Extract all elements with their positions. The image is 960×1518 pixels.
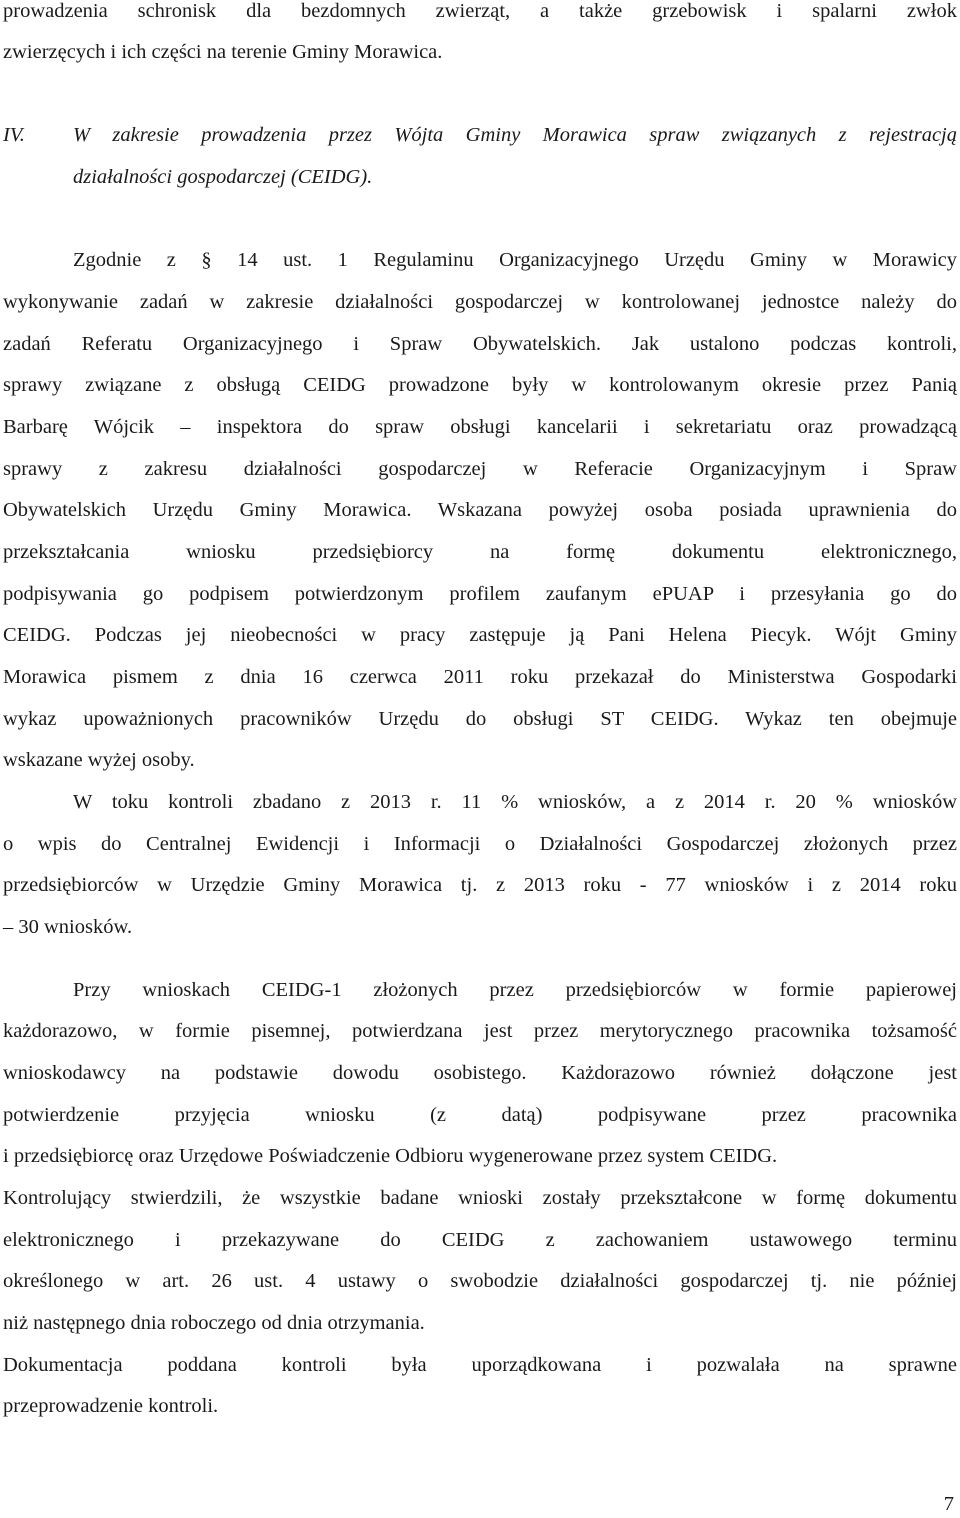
paragraph-line: Obywatelskich Urzędu Gminy Morawica. Wskazana powyżej osoba posiada uprawnienia do [3,499,957,521]
paragraph-line: W toku kontroli zbadano z 2013 r. 11 % wniosków, a z 2014 r. 20 % wniosków [73,791,957,813]
paragraph-line: przedsiębiorców w Urzędzie Gminy Morawica tj. z 2013 roku - 77 wniosków i z 2014 roku [3,874,957,896]
page-number: 7 [943,1493,954,1515]
paragraph-line: Barbarę Wójcik – inspektora do spraw obsługi kancelarii i sekretariatu oraz prowadzącą [3,416,957,438]
paragraph-line: przeprowadzenie kontroli. [3,1395,219,1417]
paragraph-line: potwierdzenie przyjęcia wniosku (z datą) podpisywane przez pracownika [3,1104,957,1126]
text-line: prowadzenia schronisk dla bezdomnych zwierząt, a także grzebowisk i spalarni zwłok [3,0,957,22]
paragraph-line: i przedsiębiorcę oraz Urzędowe Poświadczenie Odbioru wygenerowane przez system CEIDG. [3,1145,778,1167]
paragraph-line: Przy wnioskach CEIDG-1 złożonych przez przedsiębiorców w formie papierowej [73,979,957,1001]
paragraph-line: Dokumentacja poddana kontroli była uporządkowana i pozwalała na sprawne [3,1354,957,1376]
paragraph-line: Morawica pismem z dnia 16 czerwca 2011 roku przekazał do Ministerstwa Gospodarki [3,666,957,688]
section-number: IV. [3,124,25,146]
paragraph-line: niż następnego dnia roboczego od dnia otrzymania. [3,1312,425,1334]
paragraph-line: podpisywania go podpisem potwierdzonym profilem zaufanym ePUAP i przesyłania go do [3,583,957,605]
paragraph-line: Kontrolujący stwierdzili, że wszystkie badane wnioski zostały przekształcone w formę dokumentu [3,1187,957,1209]
section-title: działalności gospodarczej (CEIDG). [73,166,373,188]
text-line: zwierzęcych i ich części na terenie Gminy Morawica. [3,41,443,63]
section-title: W zakresie prowadzenia przez Wójta Gminy Morawica spraw związanych z rejestracją [73,124,957,146]
paragraph-line: CEIDG. Podczas jej nieobecności w pracy zastępuje ją Pani Helena Piecyk. Wójt Gminy [3,624,957,646]
paragraph-line: każdorazowo, w formie pisemnej, potwierdzana jest przez merytorycznego pracownika tożsamość [3,1020,957,1042]
paragraph-line: elektronicznego i przekazywane do CEIDG z zachowaniem ustawowego terminu [3,1229,957,1251]
paragraph-line: o wpis do Centralnej Ewidencji i Informacji o Działalności Gospodarczej złożonych przez [3,833,957,855]
paragraph-line: wskazane wyżej osoby. [3,749,195,771]
paragraph-line: zadań Referatu Organizacyjnego i Spraw Obywatelskich. Jak ustalono podczas kontroli, [3,333,957,355]
paragraph-line: sprawy związane z obsługą CEIDG prowadzone były w kontrolowanym okresie przez Panią [3,374,957,396]
paragraph-line: sprawy z zakresu działalności gospodarczej w Referacie Organizacyjnym i Spraw [3,458,957,480]
paragraph-line: wykaz upoważnionych pracowników Urzędu do obsługi ST CEIDG. Wykaz ten obejmuje [3,708,957,730]
paragraph-line: – 30 wniosków. [3,916,133,938]
paragraph-line: przekształcania wniosku przedsiębiorcy na formę dokumentu elektronicznego, [3,541,957,563]
paragraph-line: wykonywanie zadań w zakresie działalności gospodarczej w kontrolowanej jednostce należy do [3,291,957,313]
paragraph-line: określonego w art. 26 ust. 4 ustawy o swobodzie działalności gospodarczej tj. nie później [3,1270,957,1292]
paragraph-line: Zgodnie z § 14 ust. 1 Regulaminu Organizacyjnego Urzędu Gminy w Morawicy [73,249,957,271]
paragraph-line: wnioskodawcy na podstawie dowodu osobistego. Każdorazowo również dołączone jest [3,1062,957,1084]
